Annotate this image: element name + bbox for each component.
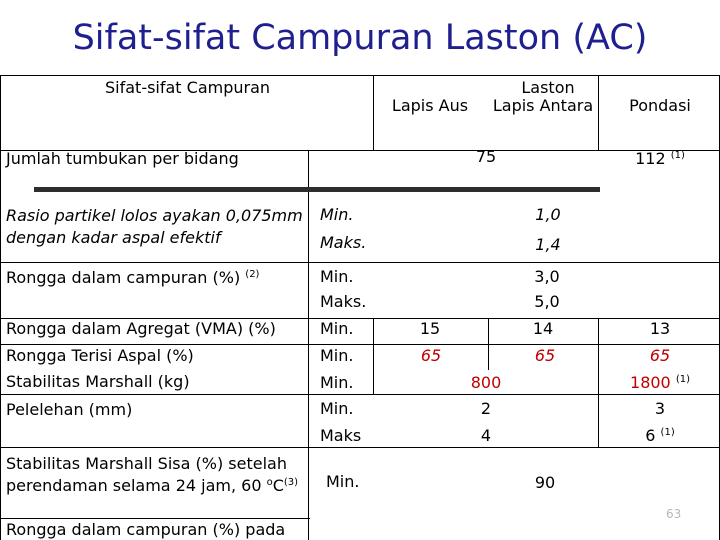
footnote-marker: (1): [670, 150, 685, 161]
column-divider: [488, 318, 489, 370]
stabilitas-sisa-limit-label: Min.: [326, 472, 360, 491]
page-number: 63: [666, 507, 682, 521]
column-divider: [598, 318, 599, 448]
rongga-campuran-max-label: Maks.: [320, 292, 367, 311]
rongga-terisi-antara-value: 65: [534, 346, 556, 365]
column-divider: [373, 75, 374, 150]
rongga-campuran-min-label: Min.: [320, 267, 354, 286]
row-label-vma: Rongga dalam Agregat (VMA) (%): [6, 319, 276, 338]
rongga-terisi-limit-label: Min.: [320, 346, 354, 365]
table-top-border: [0, 75, 720, 76]
pelelehan-min-aus-antara-value: 2: [480, 399, 492, 418]
degree-marker: o: [266, 477, 273, 488]
stabilitas-pondasi-value: 1800 $^{(1)}$: [630, 373, 690, 392]
tumbukan-pondasi-value: 112 $^{(1)}$: [635, 149, 685, 168]
header-properties: Sifat-sifat Campuran: [105, 78, 271, 97]
column-divider: [598, 75, 599, 150]
rongga-terisi-aus-value: 65: [420, 346, 442, 365]
rongga-terisi-pondasi-value: 65: [649, 346, 671, 365]
stabilitas-aus-antara-value: 800: [470, 373, 502, 392]
footnote-marker: (3): [283, 477, 299, 488]
vma-antara-value: 14: [532, 319, 554, 338]
row-label-stabilitas-sisa-line1: Stabilitas Marshall Sisa (%) setelah: [6, 454, 287, 473]
row-label-rongga-terisi: Rongga Terisi Aspal (%): [6, 346, 194, 365]
pelelehan-max-pondasi-value: 6 $^{(1)}$: [645, 426, 675, 445]
pelelehan-min-pondasi-value: 3: [654, 399, 666, 418]
header-lapis-aus: Lapis Aus: [391, 96, 469, 115]
vma-pondasi-value: 13: [649, 319, 671, 338]
tumbukan-aus-antara-value: 75: [475, 147, 497, 166]
row-divider: [0, 394, 720, 395]
vma-limit-label: Min.: [320, 319, 354, 338]
row-label-stabilitas-sisa-line2: perendaman selama 24 jam, 60 $^oC^{(3)}$: [6, 476, 299, 495]
header-pondasi: Pondasi: [629, 96, 691, 115]
pelelehan-max-aus-antara-value: 4: [480, 426, 492, 445]
row-label-rongga-campuran: Rongga dalam campuran (%) $^{(2)}$: [6, 268, 260, 287]
header-laston: Laston: [521, 78, 575, 97]
header-rule: [34, 187, 600, 192]
rongga-campuran-max-value: 5,0: [534, 292, 560, 311]
page-title: Sifat-sifat Campuran Laston (AC): [72, 18, 648, 58]
column-divider: [373, 318, 374, 394]
row-label-rongga-pada: Rongga dalam campuran (%) pada: [6, 520, 286, 539]
row-label-tumbukan: Jumlah tumbukan per bidang: [6, 149, 239, 168]
stabilitas-limit-label: Min.: [320, 373, 354, 392]
vma-aus-value: 15: [419, 319, 441, 338]
footnote-marker: (1): [660, 427, 675, 438]
row-label-rasio-line2: dengan kadar aspal efektif: [6, 228, 221, 247]
rasio-min-value: 1,0: [535, 205, 561, 224]
rongga-campuran-min-value: 3,0: [534, 267, 560, 286]
row-label-stabilitas: Stabilitas Marshall (kg): [6, 372, 190, 391]
pelelehan-max-label: Maks: [320, 426, 362, 445]
rasio-min-label: Min.: [320, 205, 354, 224]
label-column-divider: [308, 150, 309, 540]
header-lapis-antara: Lapis Antara: [492, 96, 594, 115]
row-label-rasio-line1: Rasio partikel lolos ayakan 0,075mm: [6, 206, 303, 225]
row-divider: [0, 518, 310, 519]
rasio-max-value: 1,4: [535, 235, 561, 254]
table-left-border: [0, 75, 1, 540]
footnote-marker: (2): [245, 269, 260, 280]
rasio-max-label: Maks.: [320, 233, 367, 252]
row-divider: [0, 447, 720, 448]
row-label-pelelehan: Pelelehan (mm): [6, 400, 133, 419]
footnote-marker: (1): [675, 374, 690, 385]
row-divider: [0, 262, 720, 263]
pelelehan-min-label: Min.: [320, 399, 354, 418]
row-divider: [0, 344, 720, 345]
stabilitas-sisa-value: 90: [534, 473, 556, 492]
